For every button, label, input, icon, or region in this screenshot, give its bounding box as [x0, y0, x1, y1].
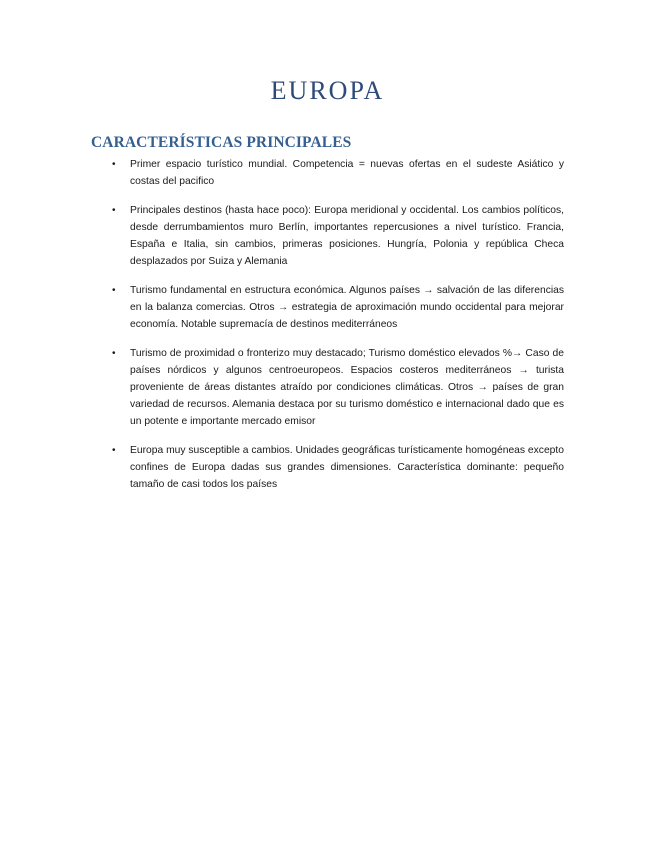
- bullet-icon: •: [112, 159, 116, 170]
- bullet-text: Turismo fundamental en estructura económica. Algunos países → salvación de las diferencias en la balanza comercias. Otros → estrategia de aproximación mundo occidental para mejorar economía. Notable supremacía de destinos mediterráneos: [130, 285, 564, 330]
- bullet-text: Turismo de proximidad o fronterizo muy destacado; Turismo doméstico elevados %→ Caso de países nórdicos y algunos centroeuropeos. Espacios costeros mediterráneos → turista proveniente de áreas distantes atraído por condiciones climáticas. Otros → países de gran variedad de recursos. Alemania destaca por su turismo doméstico e internacional dado que es un potente e importante mercado emisor: [130, 348, 564, 427]
- bullet-item: [112, 156, 564, 190]
- bullet-text: Europa muy susceptible a cambios. Unidades geográficas turísticamente homogéneas excepto confines de Europa dadas sus grandes dimensiones. Característica dominante: pequeño tamaño de casi todos los países: [130, 445, 564, 490]
- bullet-text: Principales destinos (hasta hace poco): Europa meridional y occidental. Los cambios políticos, desde derrumbamientos muro Berlín, importantes repercusiones a nivel turístico. Francia, España e Italia, sin cambios, primeras posiciones. Hungría, Polonia y república Checa desplazados por Suiza y Alemania: [130, 205, 564, 267]
- bullet-item: [112, 282, 564, 333]
- section-heading: CARACTERÍSTICAS PRINCIPALES: [91, 134, 352, 151]
- bullet-list: [112, 156, 564, 505]
- bullet-icon: •: [112, 445, 116, 456]
- bullet-item: [112, 345, 564, 430]
- document-title: EUROPA: [270, 76, 385, 105]
- bullet-icon: •: [112, 348, 116, 359]
- bullet-item: [112, 202, 564, 270]
- bullet-icon: •: [112, 205, 116, 216]
- bullet-item: [112, 442, 564, 493]
- bullet-icon: •: [112, 285, 116, 296]
- bullet-text: Primer espacio turístico mundial. Competencia = nuevas ofertas en el sudeste Asiático y costas del pacifico: [130, 159, 564, 187]
